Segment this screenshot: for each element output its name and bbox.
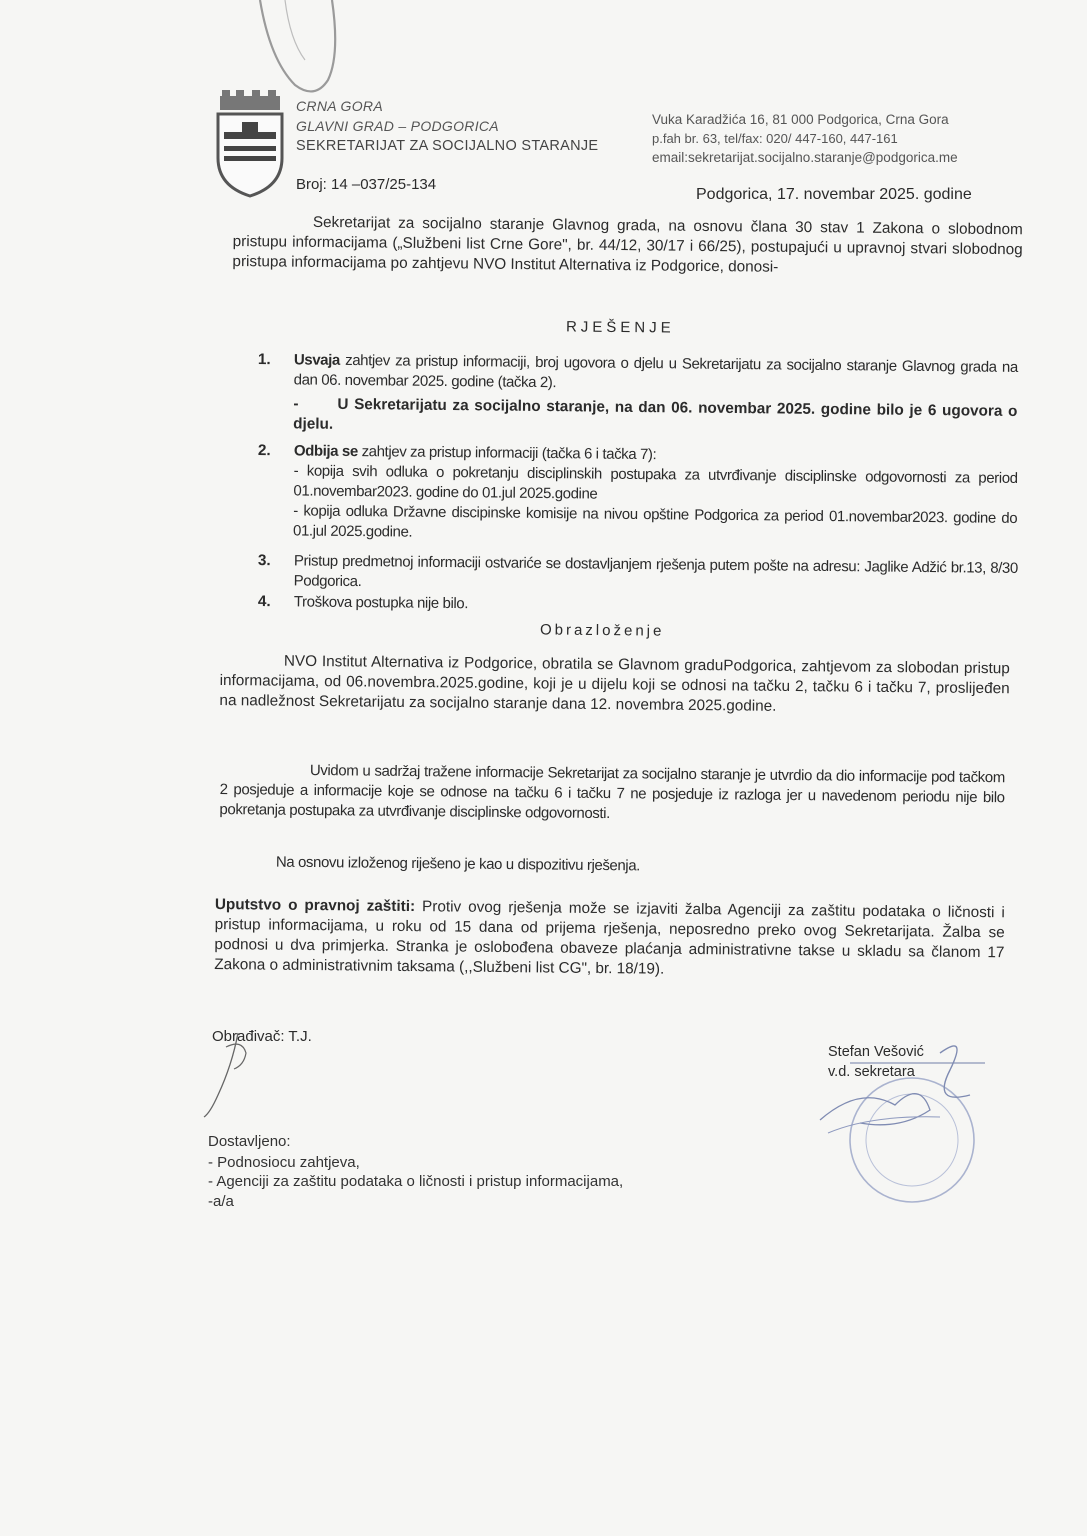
- delivered-item-2: - Agenciji za zaštitu podataka o ličnosti i pristup informacijama,: [208, 1173, 624, 1190]
- decision-item-2: 2. Odbija se zahtjev za pristup informaciji (tačka 6 i tačka 7): - kopija svih odluka o pokretanju disciplinskih postupaka za utvrđivanje disciplinske odgovornosti za period 01.novembar2023. godine do 01.jul 2025.godine - kopija odluka Državne discipinske komisije na nivou opštine Podgorica za period 01.novembar2023. godine do 01.jul 2025.godine.: [257, 441, 1018, 541]
- header-address: Vuka Karadžića 16, 81 000 Podgorica, Crna Gora: [652, 112, 949, 127]
- header-phone: p.fah br. 63, tel/fax: 020/ 447-160, 447-161: [652, 131, 898, 146]
- decision-title: RJEŠENJE: [565, 318, 675, 337]
- reasoning-title: Obrazloženje: [539, 621, 665, 640]
- delivered-item-3: -a/a: [208, 1193, 234, 1210]
- decision-item-3: 3. Pristup predmetnoj informaciji ostvariće se dostavljanjem rješenja putem pošte na adresu: Jaglike Adžić br.13, 8/30 Podgorica.: [257, 551, 1018, 591]
- official-stamp: [800, 1035, 990, 1205]
- decision-item-4: 4. Troškova postupka nije bilo.: [257, 592, 469, 613]
- header-email: email:sekretarijat.socijalno.staranje@podgorica.me: [652, 150, 958, 165]
- legal-remedy: Uputstvo o pravnoj zaštiti: Protiv ovog rješenja može se izjaviti žalba Agenciji za zaštitu podataka o ličnosti i pristup informacijama, u roku od 15 dana od prijema rješenja, neposredno preko ovog Sekretarijata. Žalba se podnosi u dva primjerka. Stranka je oslobođena obaveze plaćanja administrativne takse u skladu sa članom 17 Zakona o administrativnim taksama (,,Službeni list CG", br. 18/19).: [214, 895, 1005, 978]
- delivered-item-1: - Podnosiocu zahtjeva,: [208, 1154, 360, 1171]
- reasoning-paragraph-2: Uvidom u sadržaj tražene informacije Sekretarijat za socijalno staranje je utvrdio da dio informacije pod tačkom 2 posjeduje a informacije koje se odnose na tačku 6 i tačku 7 ne posjeduje iz razloga jer u navedenom periodu nije bilo pokretanja postupaka za utvrđivanje disciplinske odgovornosti.: [219, 761, 1005, 823]
- signer-name: Stefan Vešović: [828, 1044, 924, 1060]
- intro-text: Sekretarijat za socijalno staranje Glavnog grada, na osnovu člana 30 stav 1 Zakona o slobodnom pristupu informacijama („Službeni list Crne Gore", br. 44/12, 30/17 i 66/25), postupajući u upravnoj stvari slobodnog pristupa informacijama po zahtjevu NVO Institut Alternativa iz Podgorice, donosi-: [232, 213, 1023, 276]
- header-country: CRNA GORA: [296, 98, 383, 114]
- header-secretariat: SEKRETARIJAT ZA SOCIJALNO STARANJE: [296, 138, 599, 154]
- intro-paragraph: [232, 212, 1023, 280]
- decision-item-1: 1. Usvaja zahtjev za pristup informaciji, broj ugovora o djelu u Sekretarijatu za socijalno staranje Glavnog grada na dan 06. novembar 2025. godine (tačka 2). - U Sekretarijatu za socijalno staranje, na dan 06. novembar 2025. godine bilo je 6 ugovora o djelu.: [257, 350, 1018, 433]
- reference-number: Broj: 14 –037/25-134: [296, 176, 437, 193]
- initials-scribble: [196, 1025, 266, 1125]
- city-crest-icon: [212, 88, 288, 198]
- reasoning-paragraph-1: NVO Institut Alternativa iz Podgorice, obratila se Glavnom graduPodgorica, zahtjevom za slobodan pristup informacijama, od 06.novembra.2025.godine, koji je u dijelu koji se odnosi na tačku 2, tačku 6 i tačku 7, proslijeđen na nadležnost Sekretarijatu za socijalno staranje dana 12. novembra 2025.godine.: [219, 652, 1010, 715]
- reasoning-paragraph-3: Na osnovu izloženog riješeno je kao u dispozitivu rješenja.: [275, 853, 641, 875]
- document-date: Podgorica, 17. novembar 2025. godine: [696, 186, 972, 203]
- delivered-heading: Dostavljeno:: [208, 1133, 291, 1150]
- processed-by: Obrađivač: T.J.: [212, 1028, 312, 1045]
- signer-title: v.d. sekretara: [828, 1064, 915, 1080]
- header-city: GLAVNI GRAD – PODGORICA: [296, 118, 499, 134]
